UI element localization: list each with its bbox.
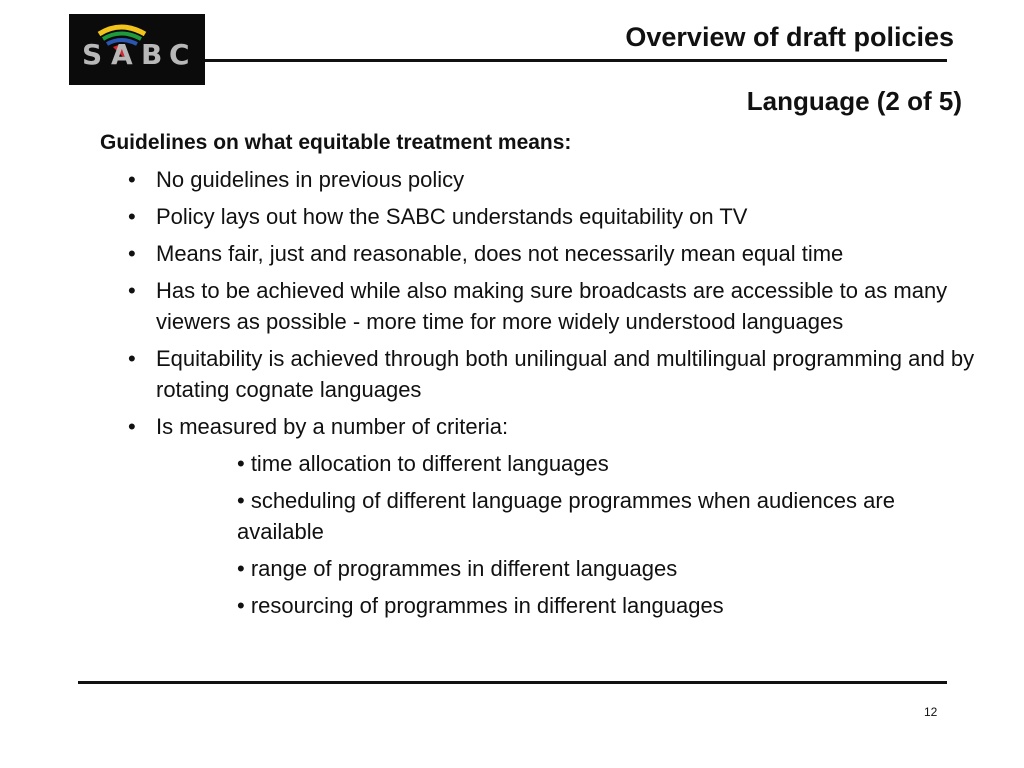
bullet-item [100,164,980,195]
bullet-dot: • [128,346,136,371]
slide-title: Overview of draft policies [625,22,954,52]
logo-letter-s: S [82,38,103,71]
footer-divider [78,681,947,684]
bullet-item [100,238,980,269]
bullet-text: Is measured by a number of criteria: [156,414,509,439]
criteria-item: • range of programmes in different languages [237,556,678,581]
logo-letter-a: A [111,38,133,71]
slide-subtitle: Language (2 of 5) [746,86,962,116]
criteria-list [156,448,980,621]
bullet-list [100,164,980,621]
criteria-item: • resourcing of programmes in different languages [237,593,724,618]
sabc-logo [69,14,205,85]
bullet-item [100,201,980,232]
criteria-item: • time allocation to different languages [237,451,609,476]
bullet-text: Equitability is achieved through both unilingual and multilingual programming and by rotating cognate languages [156,346,975,402]
lead-heading: Guidelines on what equitable treatment means: [100,131,572,154]
bullet-text: Policy lays out how the SABC understands equitability on TV [156,204,748,229]
bullet-dot: • [128,278,136,303]
page-number: 12 [924,705,938,719]
criteria-item: • scheduling of different language programmes when audiences are available [237,488,895,544]
logo-letter-b: B [141,38,163,71]
slide-body [100,128,980,627]
logo-letter-c: C [169,38,190,71]
bullet-text: Has to be achieved while also making sure broadcasts are accessible to as many viewers as possible - more time for more widely understood languages [156,278,948,334]
bullet-dot: • [128,241,136,266]
bullet-dot: • [128,414,136,439]
bullet-item [100,275,980,337]
bullet-dot: • [128,167,136,192]
bullet-dot: • [128,204,136,229]
header-divider [205,59,947,62]
bullet-item [100,411,980,621]
sabc-logo-mark [69,14,205,85]
bullet-text: No guidelines in previous policy [156,167,465,192]
bullet-item [100,343,980,405]
bullet-text: Means fair, just and reasonable, does not necessarily mean equal time [156,241,844,266]
